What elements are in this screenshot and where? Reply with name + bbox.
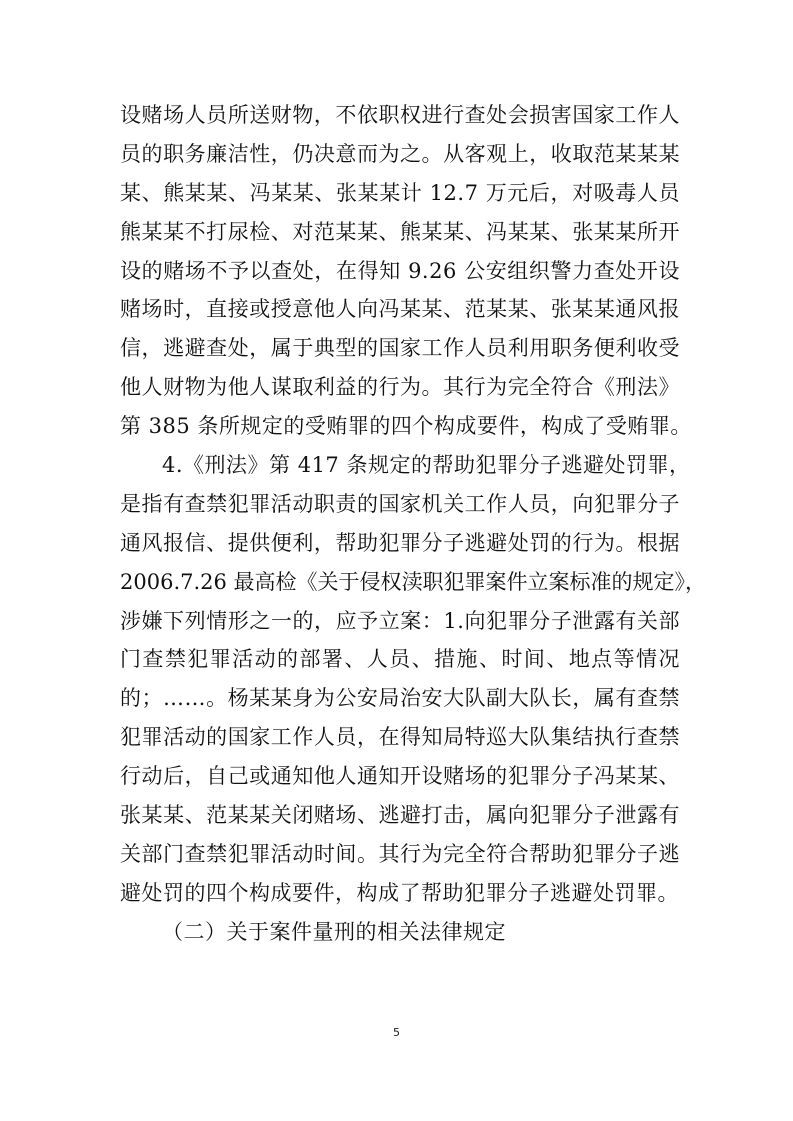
text-line: 赌场时，直接或授意他人向冯某某、范某某、张某某通风报 xyxy=(120,297,680,322)
section-heading: （二）关于案件量刑的相关法律规定 xyxy=(162,919,506,944)
text-line: 第 385 条所规定的受贿罪的四个构成要件，构成了受贿罪。 xyxy=(120,414,692,439)
text-line: 是指有查禁犯罪活动职责的国家机关工作人员，向犯罪分子 xyxy=(120,491,680,516)
text-line: 张某某、范某某关闭赌场、逃避打击，属向犯罪分子泄露有 xyxy=(120,803,680,828)
text-line: 行动后，自己或通知他人通知开设赌场的犯罪分子冯某某、 xyxy=(120,764,680,789)
body-text xyxy=(120,96,707,952)
text-line: 熊某某不打尿检、对范某某、熊某某、冯某某、张某某所开 xyxy=(120,219,680,244)
text-line: 的；……。杨某某身为公安局治安大队副大队长，属有查禁 xyxy=(120,686,680,711)
paragraph-start-line: 4.《刑法》第 417 条规定的帮助犯罪分子逃避处罚罪， xyxy=(162,453,691,478)
text-line: 门查禁犯罪活动的部署、人员、措施、时间、地点等情况 xyxy=(120,647,680,672)
text-line: 设的赌场不予以查处，在得知 9.26 公安组织警力查处开设 xyxy=(120,258,680,283)
text-line: 关部门查禁犯罪活动时间。其行为完全符合帮助犯罪分子逃 xyxy=(120,841,680,866)
text-line: 2006.7.26 最高检《关于侵权渎职犯罪案件立案标准的规定》， xyxy=(120,569,707,594)
text-line: 避处罚的四个构成要件，构成了帮助犯罪分子逃避处罚罪。 xyxy=(120,880,679,905)
text-line: 通风报信、提供便利，帮助犯罪分子逃避处罚的行为。根据 xyxy=(120,530,680,555)
text-line: 员的职务廉洁性，仍决意而为之。从客观上，收取范某某某 xyxy=(120,141,680,166)
text-line: 涉嫌下列情形之一的，应予立案：1.向犯罪分子泄露有关部 xyxy=(120,608,680,633)
page-number: 5 xyxy=(393,1026,400,1039)
text-line: 信，逃避查处，属于典型的国家工作人员利用职务便利收受 xyxy=(120,336,680,361)
text-line: 犯罪活动的国家工作人员，在得知局特巡大队集结执行查禁 xyxy=(120,725,680,750)
text-line: 他人财物为他人谋取利益的行为。其行为完全符合《刑法》 xyxy=(120,375,680,400)
text-line: 设赌场人员所送财物，不依职权进行查处会损害国家工作人 xyxy=(120,103,680,127)
text-line: 某、熊某某、冯某某、张某某计 12.7 万元后，对吸毒人员 xyxy=(120,180,680,205)
